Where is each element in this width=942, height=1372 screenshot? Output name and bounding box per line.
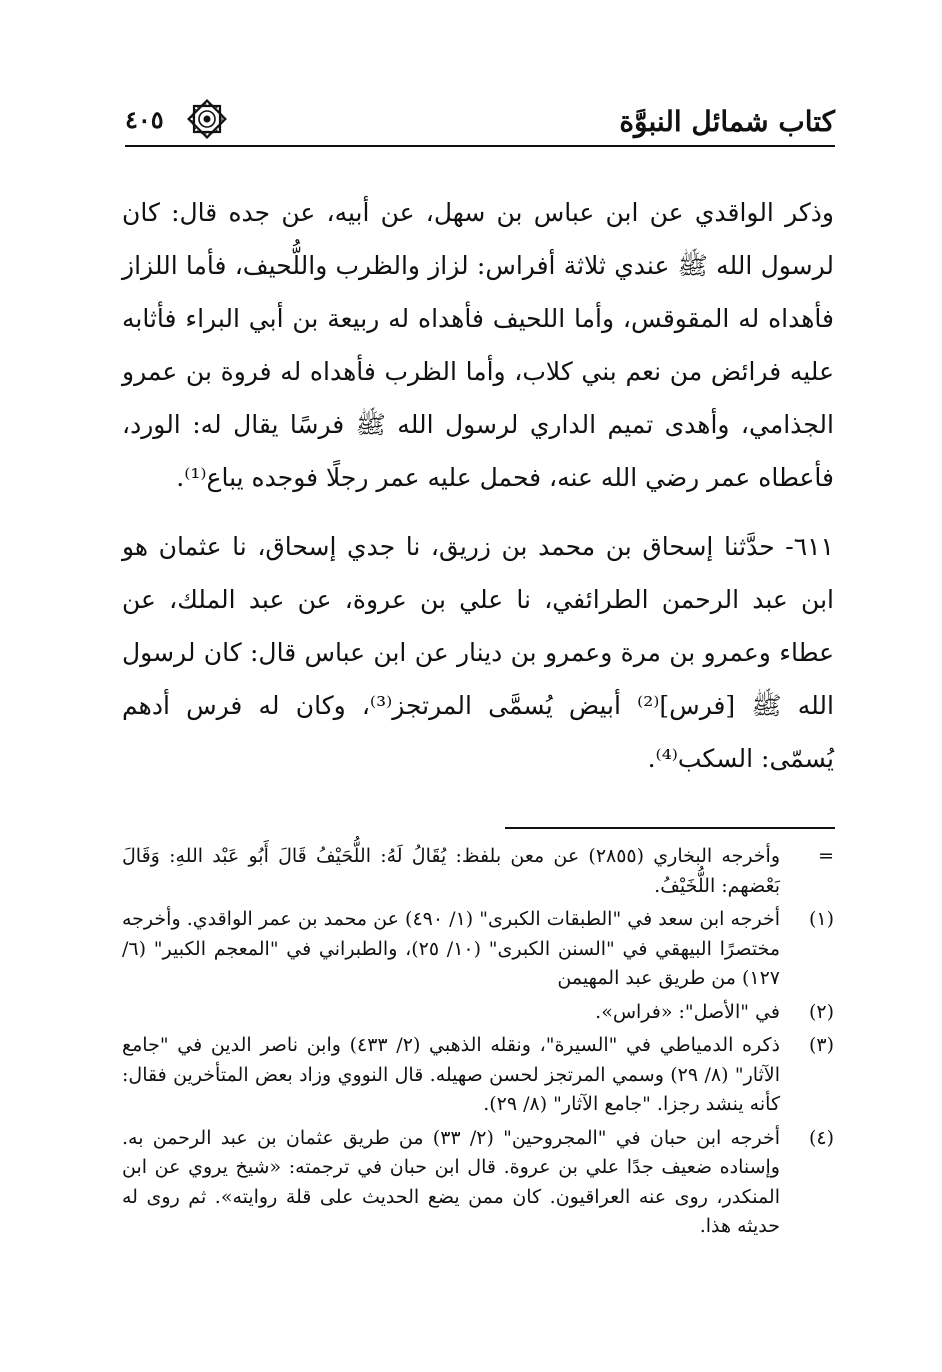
paragraph-waqidi-horses: وذكر الواقدي عن ابن عباس بن سهل، عن أبيه، عن جده قال: كان لرسول الله ﷺ عندي ثلاثة أفراس: لزاز والظرب واللُّحيف، فأما اللزاز فأهداه له المقوقس، وأما اللحيف فأهداه له ربيعة بن أبي البراء فأثابه عليه فرائض من نعم بني كلاب، وأما الظرب فأهداه له فروة بن عمرو الجذامي، وأهدى تميم الداري لرسول الله ﷺ فرسًا يقال له: الورد، فأعطاه عمر رضي الله عنه، فحمل عليه عمر رجلًا فوجده يباع⁽¹⁾. [122, 198, 835, 492]
footnote-2 [122, 998, 834, 1028]
footnote-text: أخرجه ابن حبان في "المجروحين" (٢/ ٣٣) من طريق عثمان بن عبد الرحمن به. وإسناده ضعيف جدًا علي بن عروة. قال ابن حبان في ترجمته: «شيخ يروي عن ابن المنكدر، روى عنه العراقيون. كان ممن يضع الحديث على قلة روايته». ثم روى له حديثه هذا. [122, 1126, 780, 1237]
book-title: كتاب شمائل النبوَّة [619, 105, 835, 138]
footnote-3 [122, 1031, 834, 1120]
footnote-continuation [122, 842, 834, 901]
footnote-divider [505, 827, 835, 829]
running-header [125, 93, 835, 153]
page-number: ٤٠٥ [125, 105, 164, 134]
octagonal-star-ornament-icon [187, 99, 227, 139]
footnote-text: في "الأصل": «فراس». [595, 1000, 780, 1023]
footnote-4 [122, 1124, 834, 1242]
footnote-marker: (٣) [808, 1034, 834, 1056]
footnote-1 [122, 905, 834, 994]
footnote-text: أخرجه ابن سعد في "الطبقات الكبرى" (١/ ٤٩٠) عن محمد بن عمر الواقدي. وأخرجه مختصرًا البيهقي في "السنن الكبرى" (١٠/ ٢٥)، والطبراني في "المعجم الكبير" (٦/ ١٢٧) من طريق عبد المهيمن [122, 908, 781, 989]
header-divider [125, 145, 835, 147]
footnotes [122, 842, 834, 1246]
footnote-marker: (٤) [808, 1126, 834, 1149]
footnote-marker: (١) [808, 908, 834, 930]
footnote-marker: = [818, 845, 834, 867]
paragraph-hadith-611: ٦١١- حدَّثنا إسحاق بن محمد بن زريق، نا جدي إسحاق، نا عثمان هو ابن عبد الرحمن الطرائفي، نا علي بن عروة، عن عبد الملك، عن عطاء وعمرو بن مرة وعمرو بن دينار عن ابن عباس قال: كان لرسول الله ﷺ [فرس]⁽²⁾ أبيض يُسمَّى المرتجز⁽³⁾، وكان له فرس أدهم يُسمّى: السكب⁽⁴⁾. [122, 532, 834, 773]
footnote-text: وأخرجه البخاري (٢٨٥٥) عن معن بلفظ: يُقَالُ لَهُ: اللُّحَيْفُ قَالَ أَبُو عَبْد اللهِ: وَقَالَ بَعْضهم: اللُّخَيْفُ. [122, 845, 780, 897]
footnote-marker: (٢) [808, 1000, 834, 1023]
footnote-text: ذكره الدمياطي في "السيرة"، ونقله الذهبي (٢/ ٤٣٣) وابن ناصر الدين في "جامع الآثار" (٨/ ٢٩) وسمي المرتجز لحسن صهيله. قال النووي وزاد بعض المتأخرين فقال: كأنه ينشد رجزا. "جامع الآثار" (٨/ ٢٩). [122, 1034, 780, 1115]
main-text [122, 186, 834, 785]
